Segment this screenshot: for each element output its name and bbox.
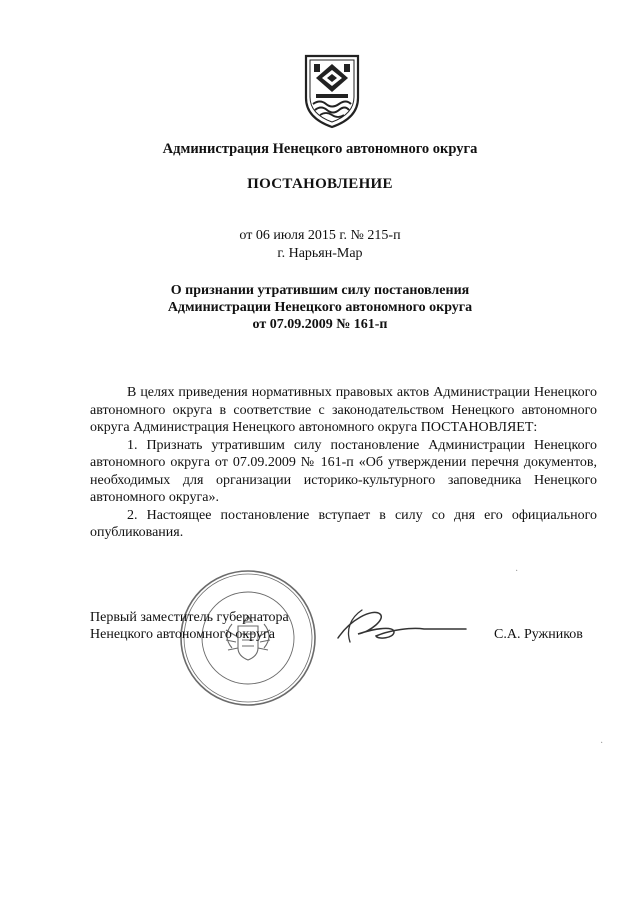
signatory-title-line: Первый заместитель губернатора — [90, 610, 289, 625]
clause-2: 2. Настоящее постановление вступает в силу со дня его официального опубликования. — [90, 507, 597, 540]
scan-speck: · — [600, 738, 604, 749]
document-city: г. Нарьян-Мар — [277, 246, 363, 261]
signatory-title — [90, 609, 289, 643]
organization-name: Администрация Ненецкого автономного округа — [162, 141, 478, 157]
scan-speck: · — [515, 566, 519, 577]
signatory-name: С.А. Ружников — [494, 627, 583, 642]
subject-line: О признании утратившим силу постановления — [170, 283, 470, 298]
document-body — [90, 384, 597, 542]
preamble-paragraph: В целях приведения нормативных правовых актов Администрации Ненецкого автономного округа в соответствие с законодательством Ненецкого автономного округа Администрация Ненецкого автономного округа ПОСТАНОВЛЯЕТ: — [90, 385, 597, 435]
signatory-title-line: Ненецкого автономного округа — [90, 627, 275, 642]
subject-line: от 07.09.2009 № 161-п — [252, 317, 388, 332]
handwritten-signature — [320, 600, 470, 650]
document-type: ПОСТАНОВЛЕНИЕ — [247, 176, 393, 192]
clause-1: 1. Признать утратившим силу постановление Администрации Ненецкого автономного округа от 07.09.2009 № 161-п «Об утверждении перечня документов, необходимых для организации историко-культурного заповедника Ненецкого автономного округа». — [90, 437, 597, 505]
document-date-number: от 06 июля 2015 г. № 215-п — [239, 228, 401, 243]
subject-line: Администрации Ненецкого автономного округа — [167, 300, 473, 315]
document-subject — [0, 282, 640, 333]
coat-of-arms-emblem — [300, 52, 364, 130]
